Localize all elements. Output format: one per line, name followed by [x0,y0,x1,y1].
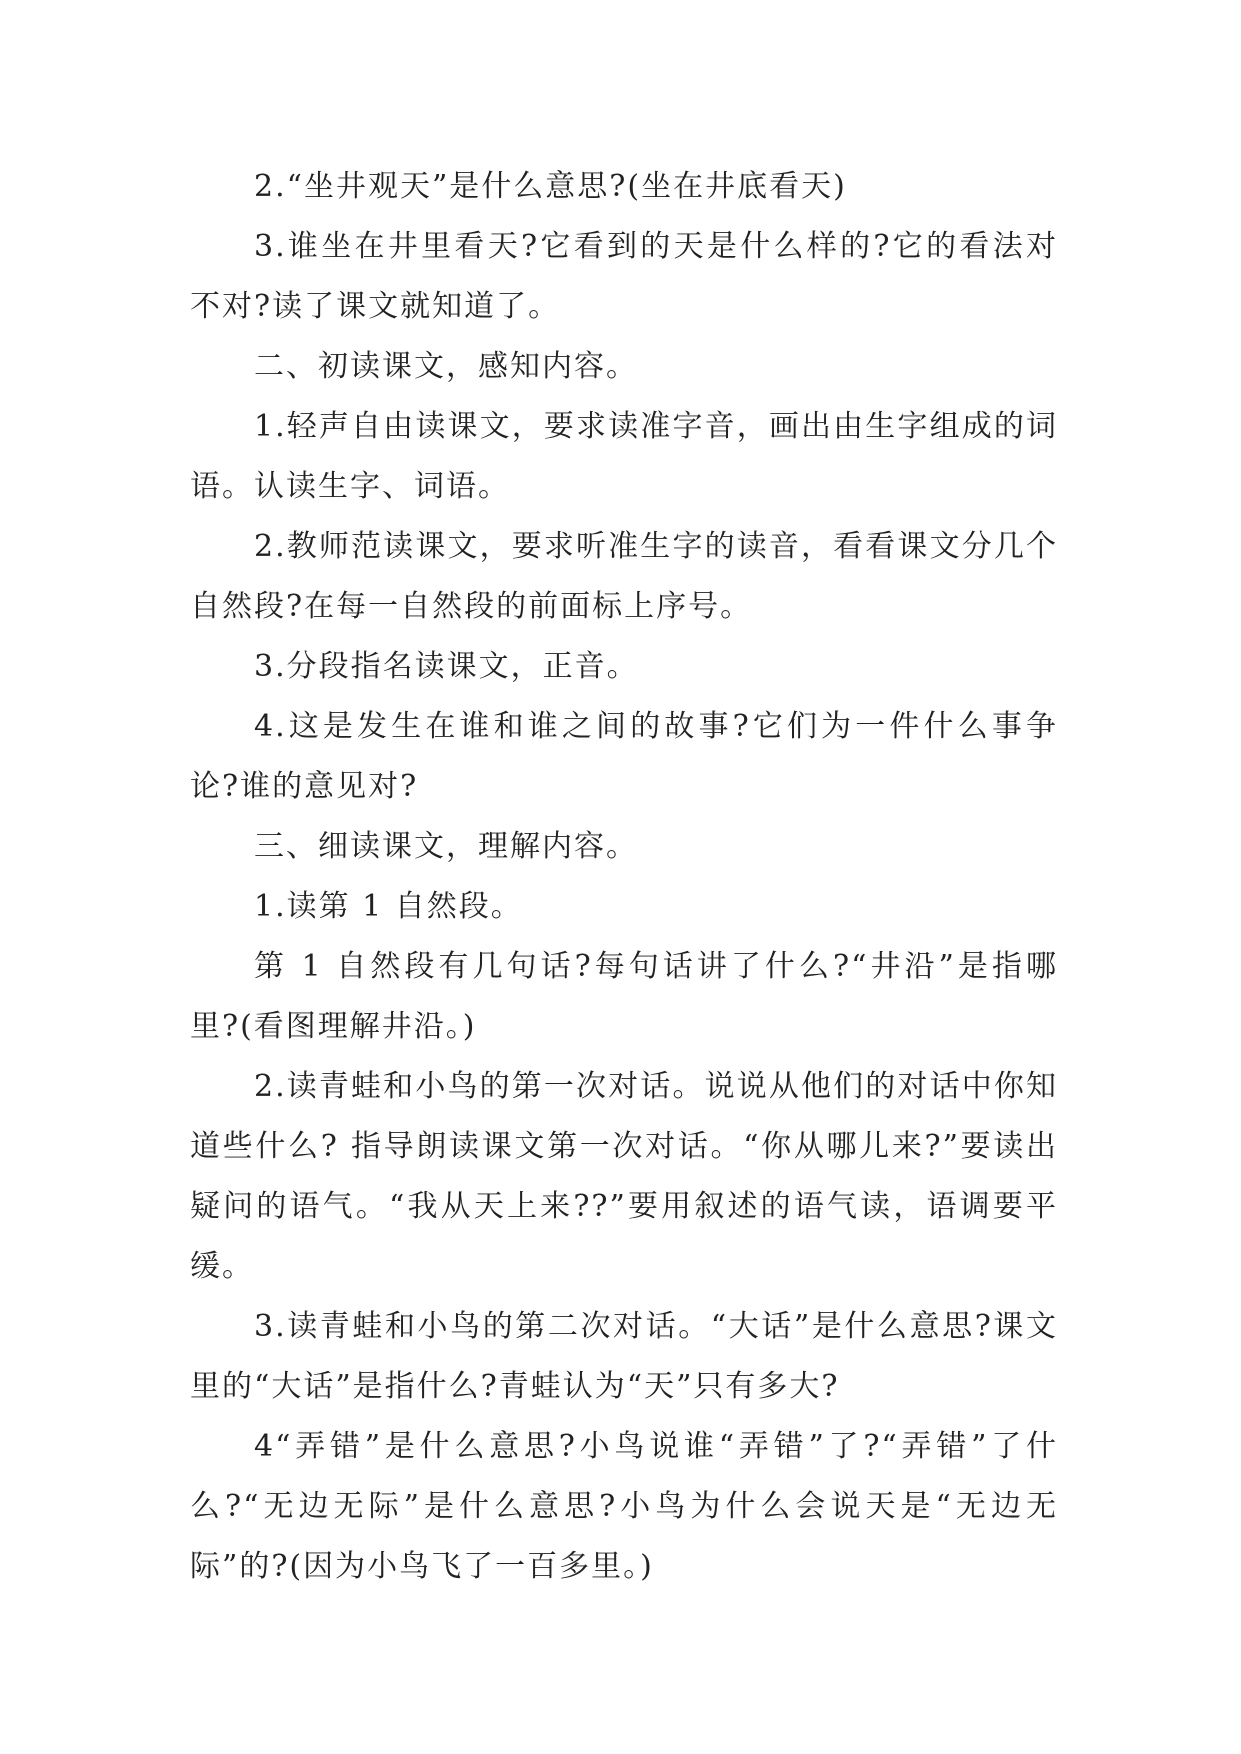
paragraph-first-dialogue: 2.读青蛙和小鸟的第一次对话。说说从他们的对话中你知道些什么? 指导朗读课文第一次对话。“你从哪儿来?”要读出疑问的语气。“我从天上来??”要用叙述的语气读，语调要平缓。 [190,1069,1058,1284]
paragraph-meaning-of-idiom: 2.“坐井观天”是什么意思?(坐在井底看天) [254,169,847,204]
paragraph-story-question: 4.这是发生在谁和谁之间的故事?它们为一件什么事争论?谁的意见对? [190,709,1058,804]
paragraph-read-by-section: 3.分段指名读课文，正音。 [254,649,639,684]
document-page [190,157,1058,1597]
paragraph-read-first-section: 1.读第 1 自然段。 [254,889,523,924]
paragraph-teacher-reads: 2.教师范读课文，要求听准生字的读音，看看课文分几个自然段?在每一自然段的前面标上序号。 [190,529,1058,624]
paragraph-who-sits-in-well: 3.谁坐在井里看天?它看到的天是什么样的?它的看法对不对?读了课文就知道了。 [190,229,1058,324]
paragraph-second-dialogue: 3.读青蛙和小鸟的第二次对话。“大话”是什么意思?课文里的“大话”是指什么?青蛙认为“天”只有多大? [190,1309,1058,1404]
paragraph-mistake-question: 4“弄错”是什么意思?小鸟说谁“弄错”了?“弄错”了什么?“无边无际”是什么意思?小鸟为什么会说天是“无边无际”的?(因为小鸟飞了一百多里。) [190,1429,1058,1584]
paragraph-first-section-questions: 第 1 自然段有几句话?每句话讲了什么?“井沿”是指哪里?(看图理解井沿。) [190,949,1058,1044]
paragraph-read-freely: 1.轻声自由读课文，要求读准字音，画出由生字组成的词语。认读生字、词语。 [190,409,1058,504]
section-heading-first-reading: 二、初读课文，感知内容。 [254,349,638,384]
section-heading-close-reading: 三、细读课文，理解内容。 [254,829,638,864]
